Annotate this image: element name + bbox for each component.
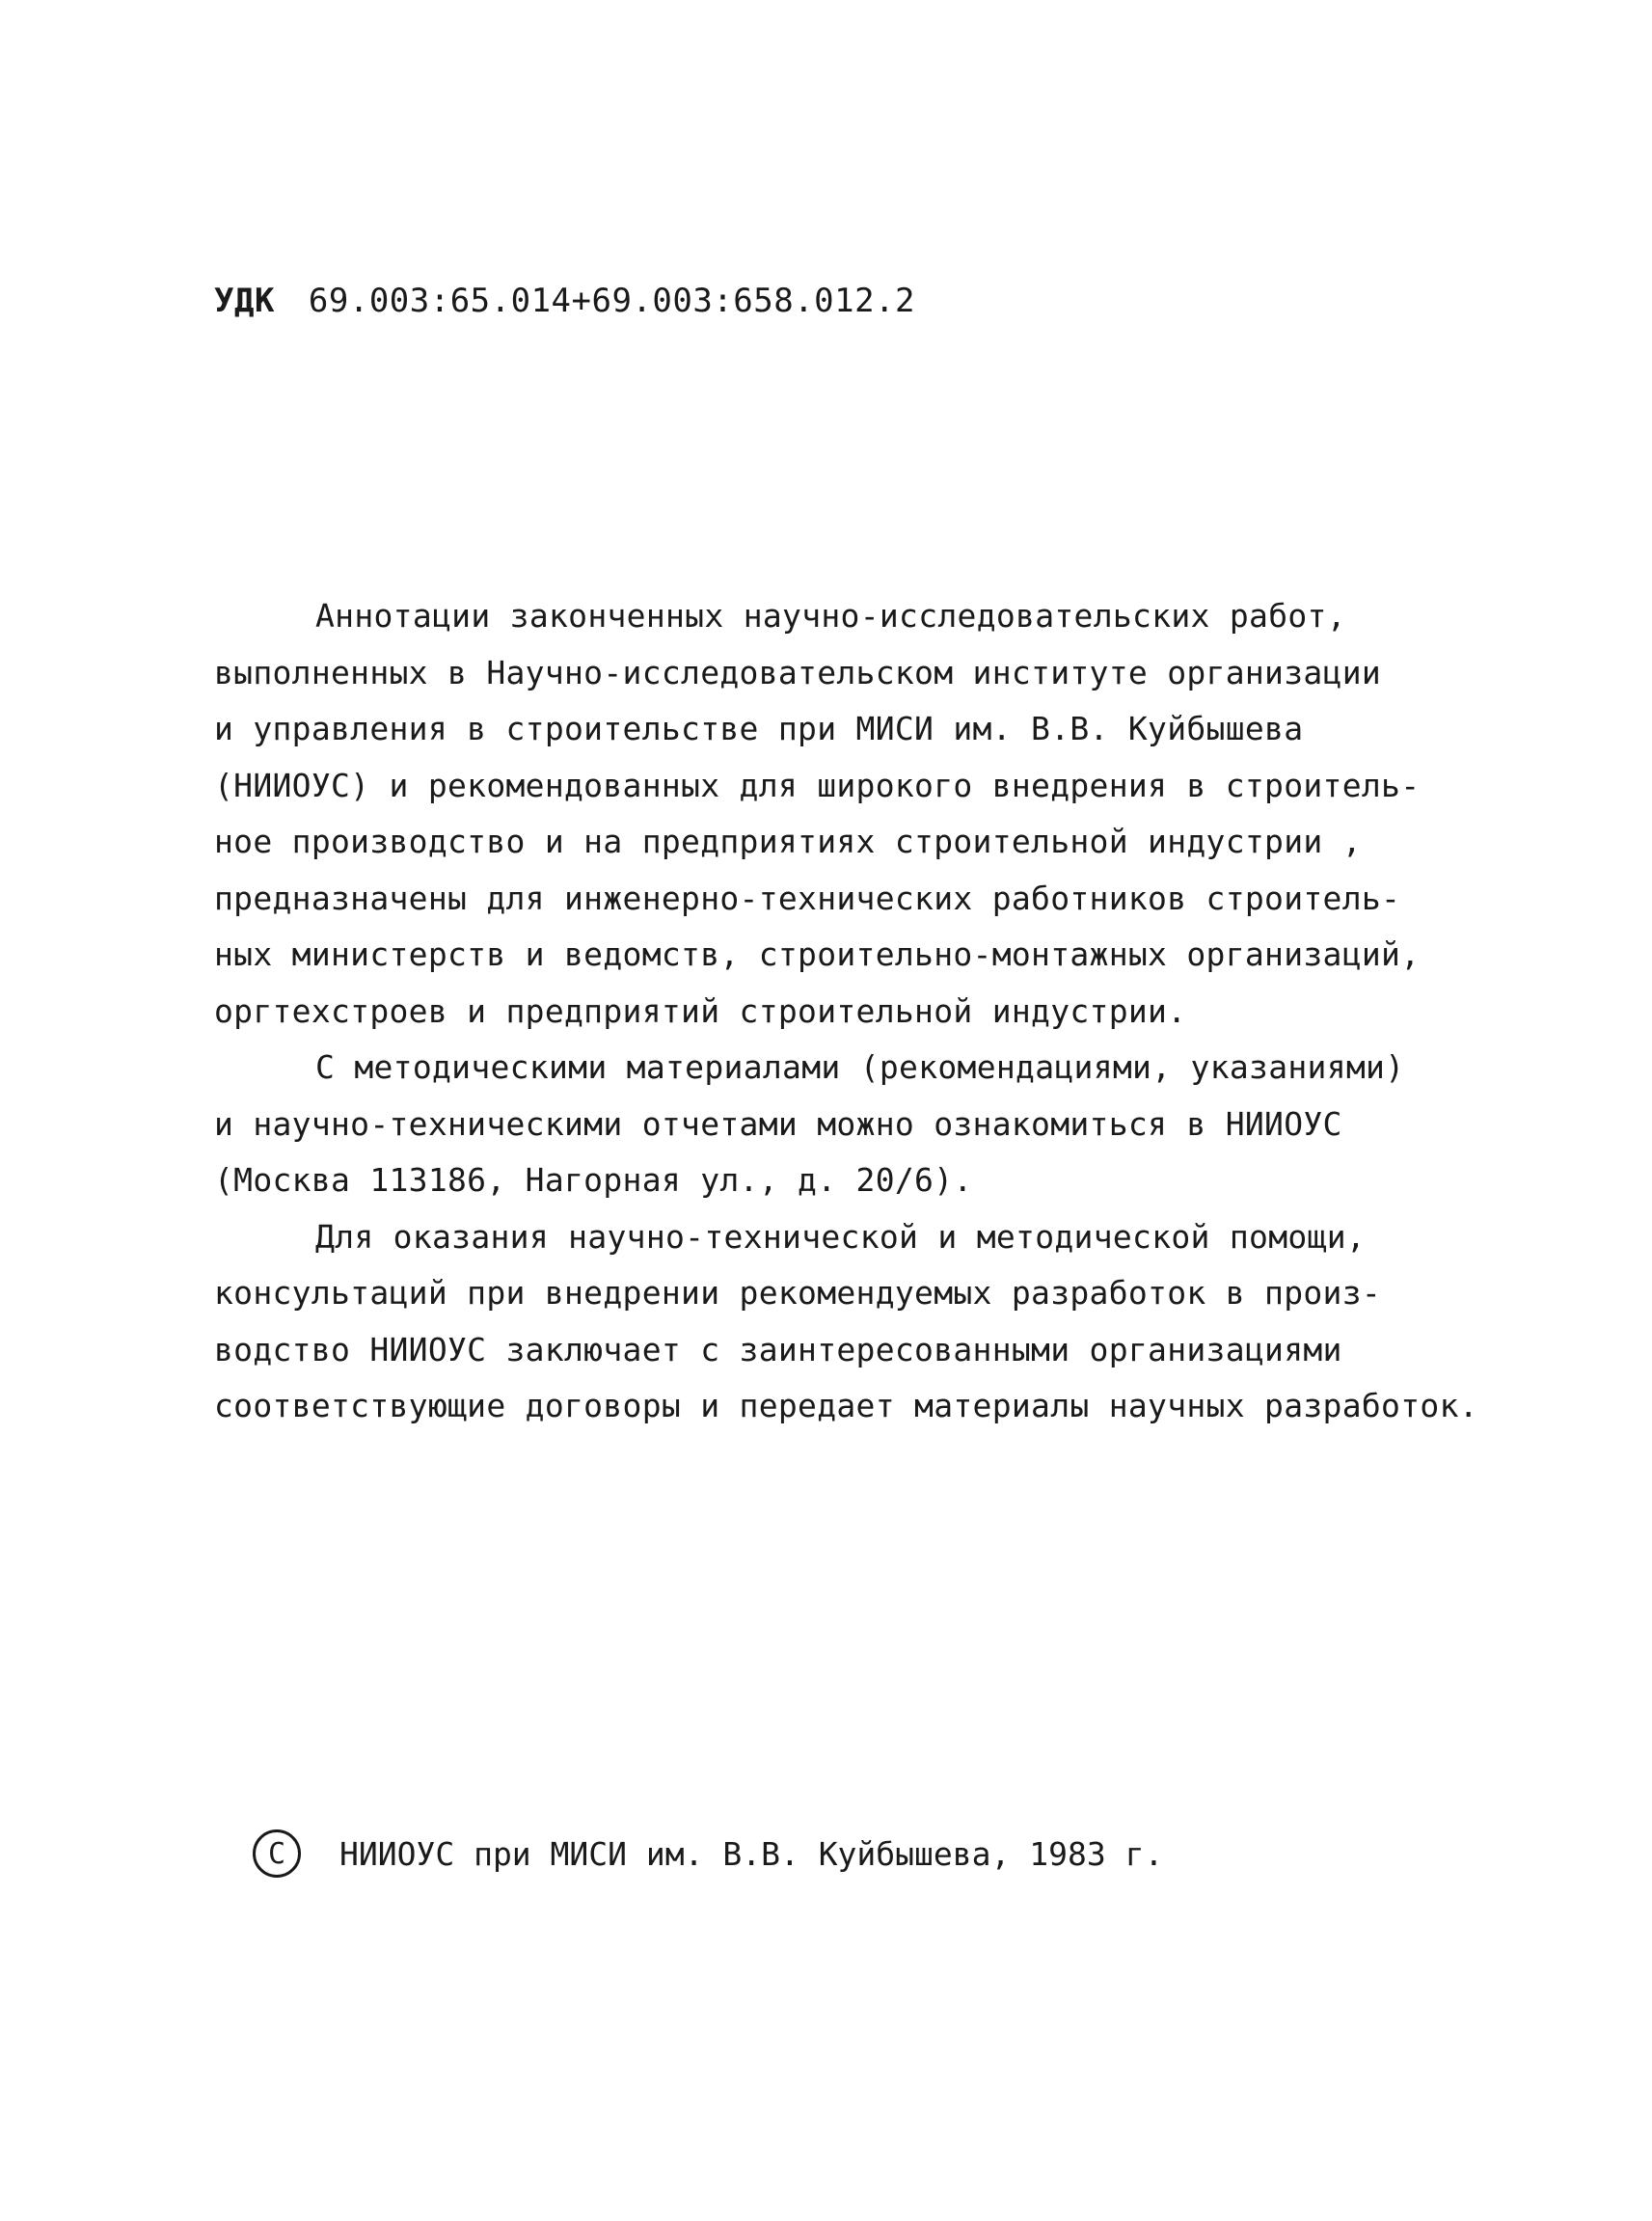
paragraph-3-line-3: водство НИИОУС заключает с заинтересованными организациями [214,1330,1342,1368]
paragraph-1-line-6: предназначены для инженерно-технических работников строитель- [214,879,1401,917]
paragraph-1-line-3: и управления в строительстве при МИСИ им. В.В. Куйбышева [214,710,1304,747]
udk-code: 69.003:65.014+69.003:658.012.2 [308,282,915,320]
udk-label: УДК [214,282,275,320]
paragraph-1-line-4: (НИИОУС) и рекомендованных для широкого внедрения в строитель- [214,766,1421,804]
paragraph-1-line-5: ное производство и на предприятиях строительной индустрии , [214,823,1362,860]
copyright-icon: С [253,1829,301,1878]
paragraph-1-line-8: оргтехстроев и предприятий строительной индустрии. [214,991,1187,1030]
copyright-text: НИИОУС при МИСИ им. В.В. Куйбышева, 1983 г. [339,1834,1164,1873]
paragraph-2-line-3: (Москва 113186, Нагорная ул., д. 20/6). [214,1161,973,1199]
annotation-text [214,588,1487,1435]
paragraph-2-line-1: С методическими материалами (рекомендациями, указаниями) [315,1048,1405,1086]
paragraph-3-line-1: Для оказания научно-технической и методической помощи, [315,1217,1367,1256]
paragraph-3-line-4: соответствующие договоры и передает материалы научных разработок. [214,1387,1478,1424]
paragraph-1-line-1: Аннотации законченных научно-исследовательских работ, [315,597,1346,635]
paragraph-2-line-2: и научно-техническими отчетами можно ознакомиться в НИИОУС [214,1104,1342,1143]
udk-line [214,282,915,320]
paragraph-3-line-2: консультаций при внедрении рекомендуемых разработок в произ- [214,1274,1382,1312]
paragraph-1-line-2: выполненных в Научно-исследовательском институте организации [214,653,1382,691]
paragraph-1-line-7: ных министерств и ведомств, строительно-монтажных организаций, [214,935,1421,973]
copyright-line [253,1829,1163,1878]
